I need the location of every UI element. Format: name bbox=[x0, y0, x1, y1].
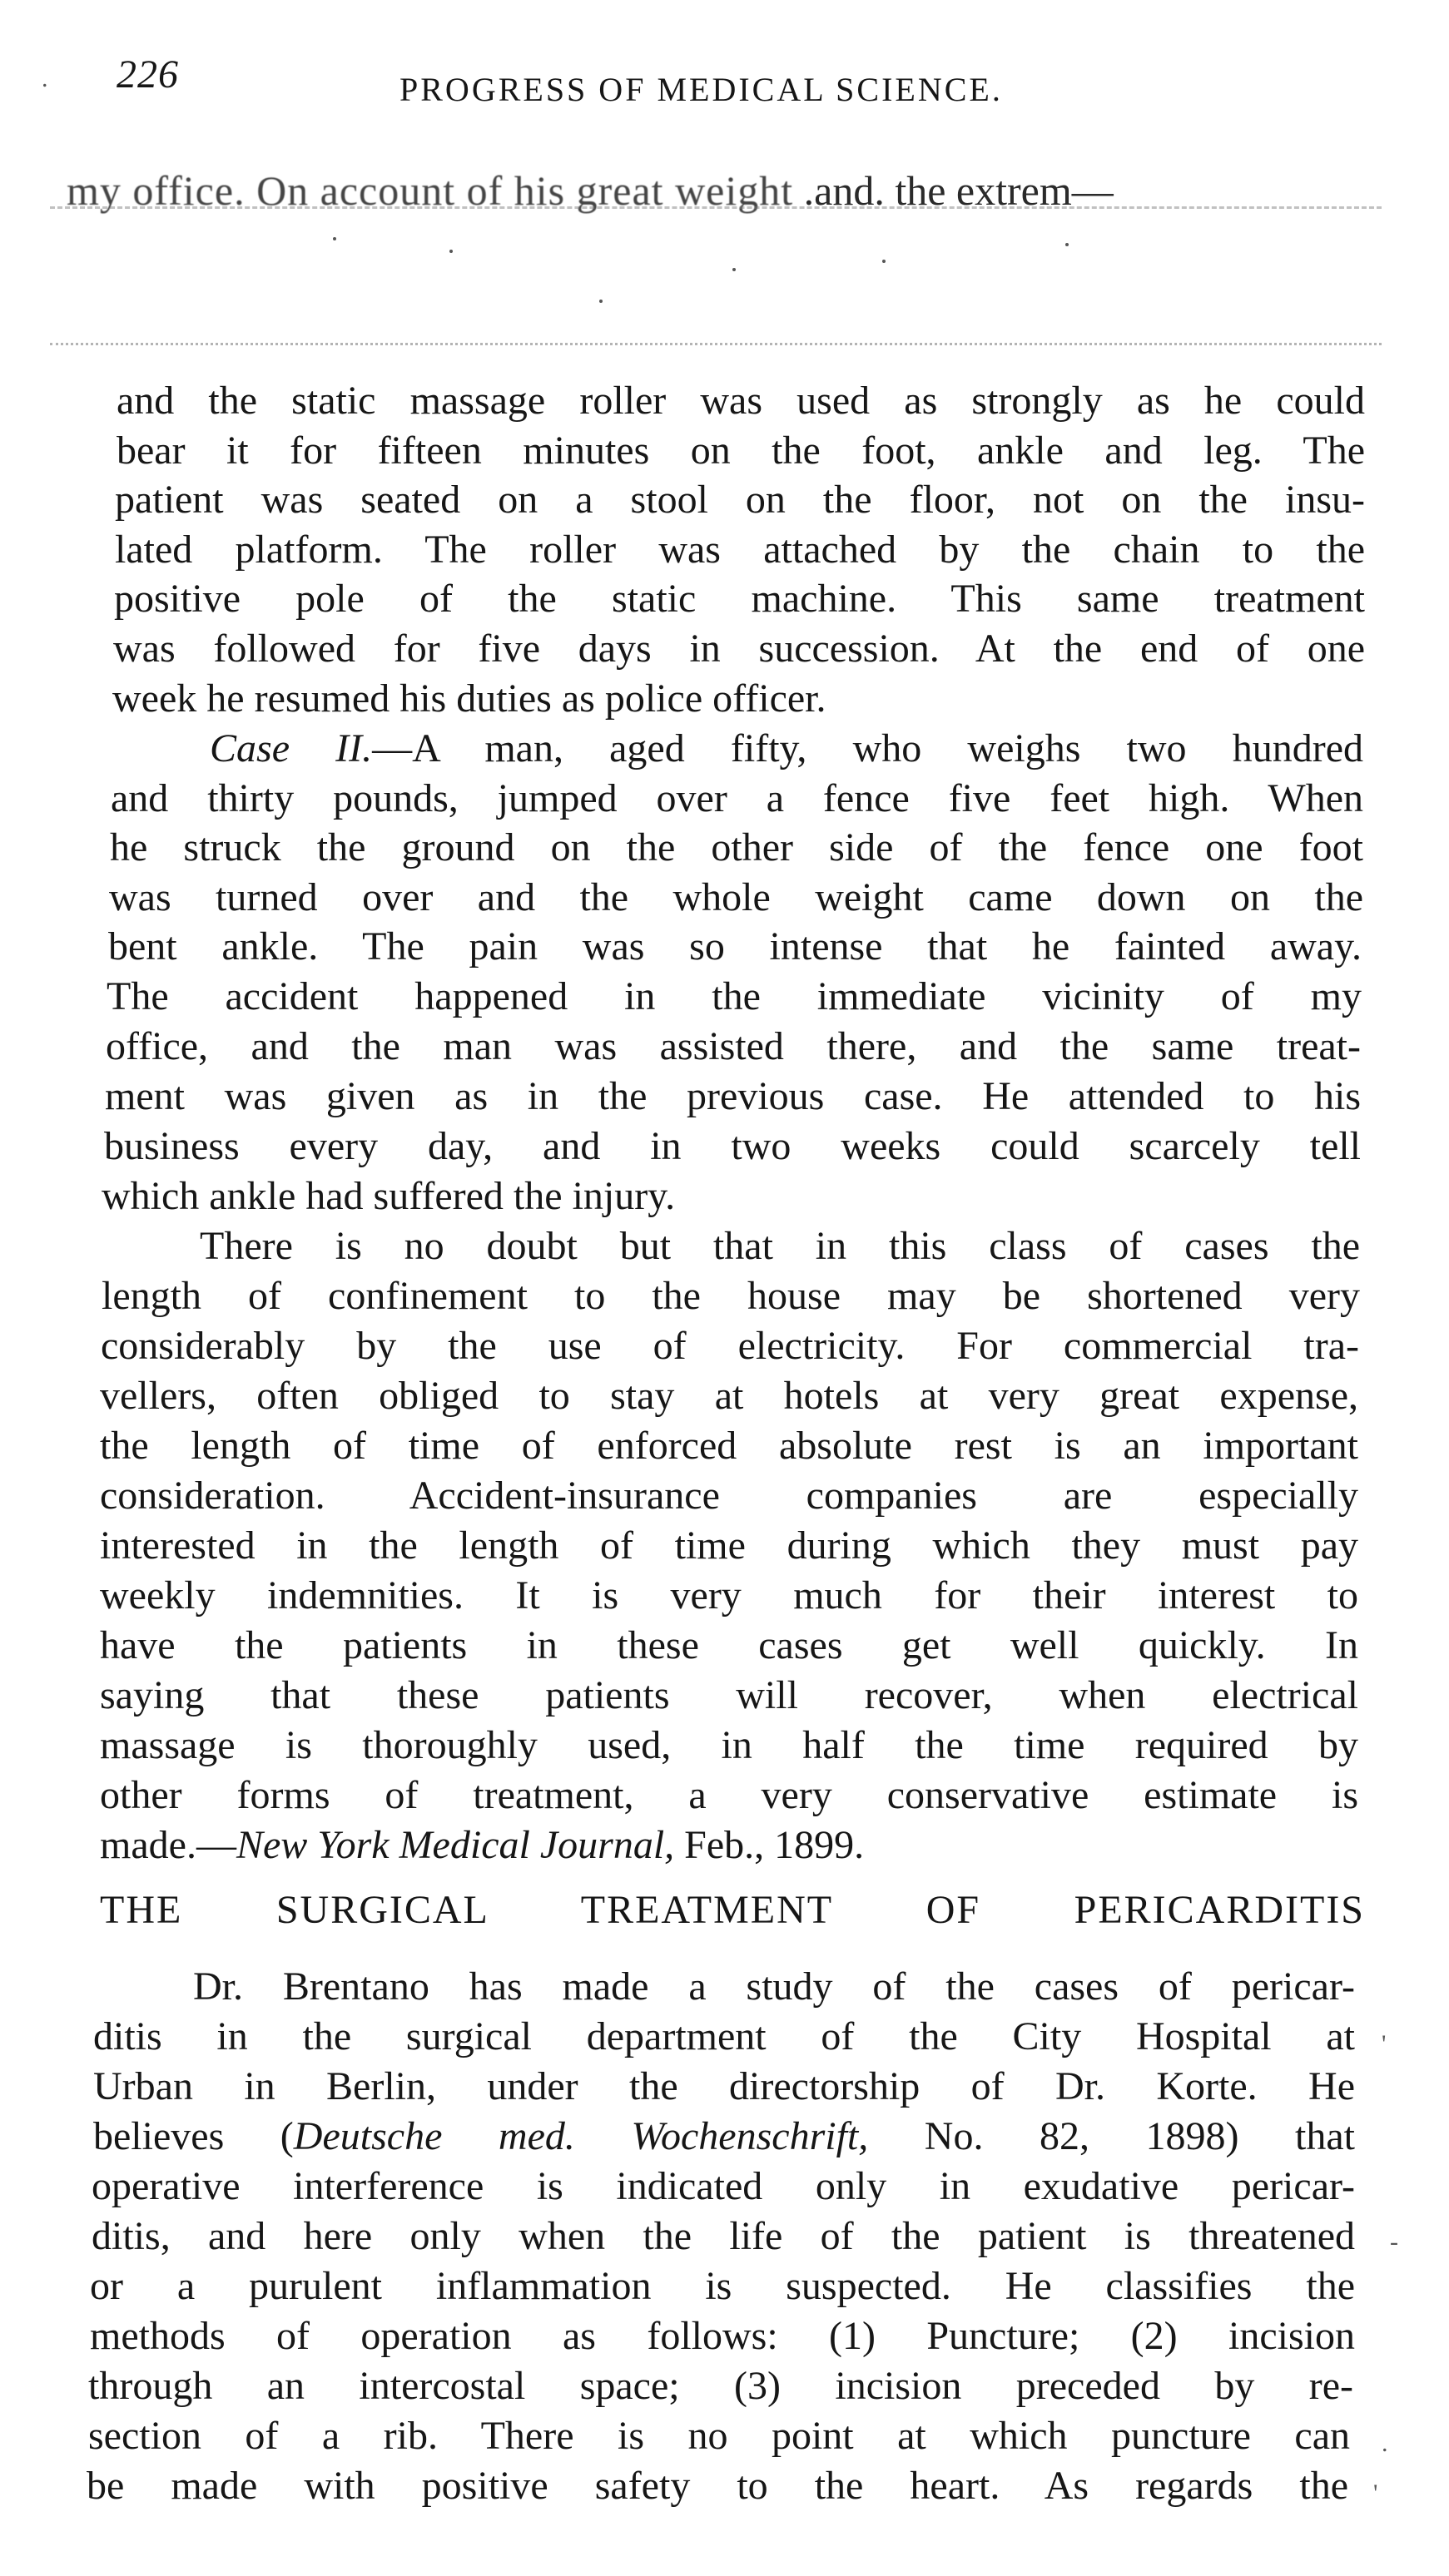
section-heading: THE SURGICAL TREATMENT OF PERICARDITIS bbox=[100, 1888, 1365, 1932]
margin-speck: ' bbox=[1373, 2479, 1378, 2507]
text-line: operative interference is indicated only in exudative pericar- bbox=[92, 2164, 1355, 2208]
running-head: PROGRESS OF MEDICAL SCIENCE. bbox=[399, 71, 1003, 108]
text-line: interested in the length of time during which they must pay bbox=[100, 1523, 1358, 1568]
text-line: or a purulent inflammation is suspected. He classifies the bbox=[90, 2264, 1355, 2308]
text-line: Urban in Berlin, under the directorship of Dr. Korte. He bbox=[93, 2064, 1355, 2108]
journal-name: Deutsche med. Wochenschrift, bbox=[293, 2114, 869, 2158]
text-line: was turned over and the whole weight came down on the bbox=[109, 875, 1363, 919]
journal-name: New York Medical Journal, bbox=[236, 1823, 675, 1867]
text-line: was followed for five days in succession. At the end of one bbox=[113, 627, 1365, 671]
case-two-text: Case II.—A man, aged fifty, who weighs two hundred bbox=[210, 726, 1363, 770]
margin-speck: . bbox=[1382, 2430, 1388, 2457]
text-line: through an intercostal space; (3) incision preceded by re- bbox=[88, 2364, 1353, 2408]
text-line: lated platform. The roller was attached by the chain to the bbox=[115, 528, 1365, 572]
text-line: methods of operation as follows: (1) Puncture; (2) incision bbox=[90, 2314, 1355, 2358]
margin-speck: . bbox=[42, 65, 48, 92]
cut-line-faint-text: my office. On account of his great weight bbox=[67, 167, 794, 214]
text-line: week he resumed his duties as police officer. bbox=[112, 676, 826, 721]
margin-speck: ' bbox=[1382, 2030, 1387, 2058]
text-line: patient was seated on a stool on the floor, not on the insu- bbox=[115, 478, 1365, 522]
torn-edge bbox=[50, 206, 1382, 214]
citation-detail: No. 82, 1898) that bbox=[868, 2114, 1355, 2158]
citation-lead: made.— bbox=[100, 1823, 236, 1867]
text-line: The accident happened in the immediate vicinity of my bbox=[107, 974, 1362, 1018]
text-line: other forms of treatment, a very conservative estimate is bbox=[100, 1773, 1358, 1817]
text-line: There is no doubt but that in this class of cases the bbox=[200, 1224, 1360, 1268]
ink-speck bbox=[599, 300, 603, 303]
text-line: massage is thoroughly used, in half the time required by bbox=[100, 1723, 1358, 1767]
torn-edge bbox=[50, 343, 1382, 350]
text-line: length of confinement to the house may be shortened very bbox=[102, 1274, 1360, 1318]
text-line: ment was given as in the previous case. He attended to his bbox=[105, 1074, 1361, 1118]
case-label: Case II. bbox=[210, 726, 373, 770]
margin-speck: - bbox=[1390, 2228, 1398, 2256]
text-line: consideration. Accident-insurance companies are especially bbox=[100, 1474, 1358, 1518]
text-line: section of a rib. There is no point at which puncture can bbox=[88, 2414, 1350, 2458]
text-line: vellers, often obliged to stay at hotels at very great expense, bbox=[100, 1374, 1358, 1418]
ink-speck bbox=[882, 260, 886, 263]
text-line: saying that these patients will recover, when electrical bbox=[100, 1673, 1358, 1717]
text-line: ditis in the surgical department of the City Hospital at bbox=[93, 2014, 1355, 2058]
text-line: bent ankle. The pain was so intense that he fainted away. bbox=[108, 924, 1362, 968]
text-line: and the static massage roller was used as strongly as he could bbox=[117, 379, 1365, 423]
text-line: and thirty pounds, jumped over a fence five feet high. When bbox=[111, 776, 1363, 820]
text-line: bear it for fifteen minutes on the foot, ankle and leg. The bbox=[117, 429, 1365, 473]
text-line: ditis, and here only when the life of the patient is threatened bbox=[92, 2214, 1355, 2258]
text-line: he struck the ground on the other side of the fence one foot bbox=[110, 825, 1363, 869]
text-line: positive pole of the static machine. This same treatment bbox=[114, 577, 1365, 621]
text-line: Dr. Brentano has made a study of the cases of pericar- bbox=[193, 1964, 1355, 2009]
text-line: the length of time of enforced absolute rest is an important bbox=[100, 1424, 1358, 1468]
ink-speck bbox=[732, 268, 736, 271]
page-number: 226 bbox=[117, 52, 179, 97]
ink-speck bbox=[333, 237, 336, 240]
citation-line bbox=[0, 1821, 1449, 1870]
text-line: be made with positive safety to the heart. As regards the bbox=[87, 2464, 1348, 2508]
citation-date: Feb., 1899. bbox=[674, 1823, 865, 1867]
text-line: which ankle had suffered the injury. bbox=[102, 1174, 676, 1218]
citation-line bbox=[0, 2112, 1449, 2162]
cut-line-clear-text: .and. the extrem— bbox=[803, 167, 1114, 214]
ink-speck bbox=[449, 250, 453, 253]
text-line: business every day, and in two weeks could scarcely tell bbox=[104, 1124, 1361, 1168]
text-line: weekly indemnities. It is very much for their interest to bbox=[100, 1573, 1358, 1617]
ink-speck bbox=[1065, 243, 1069, 246]
case-two-first-line bbox=[0, 724, 1449, 774]
text-line: office, and the man was assisted there, and the same treat- bbox=[106, 1024, 1361, 1068]
text-line: considerably by the use of electricity. For commercial tra- bbox=[101, 1324, 1359, 1368]
text-line: have the patients in these cases get well quickly. In bbox=[100, 1623, 1358, 1667]
citation-lead: believes ( bbox=[93, 2114, 294, 2158]
